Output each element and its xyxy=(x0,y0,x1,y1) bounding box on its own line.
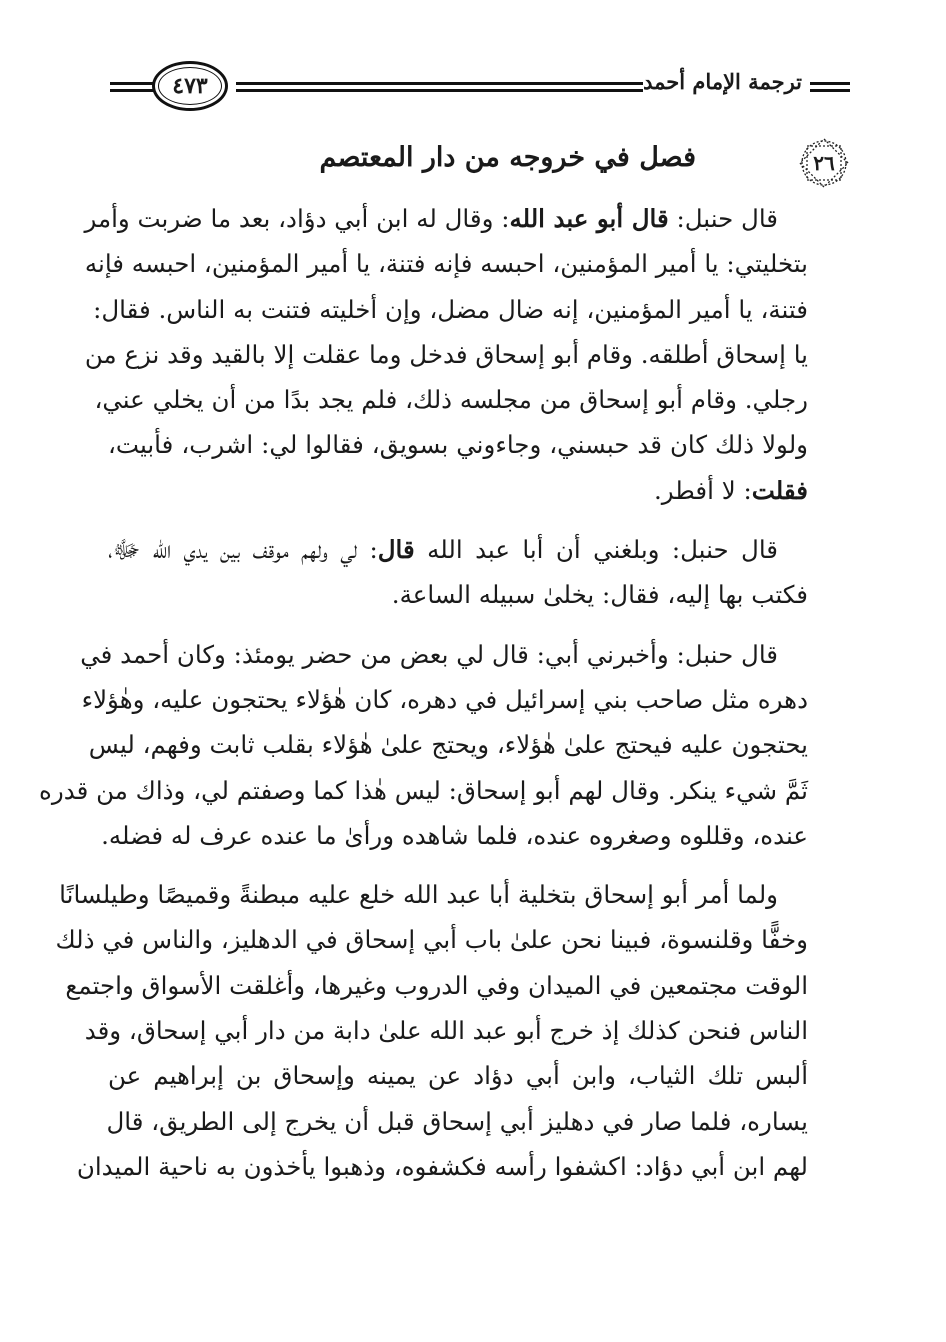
text-line: يساره، فلما صار في دهليز أبي إسحاق قبل أن يخرج إلى الطريق، قال xyxy=(106,1106,808,1136)
text-line: فتنة، يا أمير المؤمنين، إنه ضال مضل، وإن أخليته فتنت به الناس. فقال: xyxy=(93,294,808,324)
header-rule-right xyxy=(810,82,850,96)
text-line: عنده، وقللوه وصغروه عنده، فلما شاهده ورأىٰ ما عنده عرف له فضله. xyxy=(101,820,808,850)
body-text xyxy=(39,196,838,1189)
text-line: الوقت مجتمعين في الميدان وفي الدروب وغيرها، وأغلقت الأسواق واجتمع xyxy=(65,970,808,1000)
text-line: وخفًّا وقلنسوة، فبينا نحن علىٰ باب أبي إسحاق في الدهليز، والناس في ذلك xyxy=(55,925,808,955)
text-line xyxy=(108,527,838,572)
text-line: الناس فنحن كذلك إذ خرج أبو عبد الله علىٰ دابة من دار أبي إسحاق، وقد xyxy=(84,1016,808,1046)
section-title: فصل في خروجه من دار المعتصم xyxy=(319,142,696,173)
text-line: ألبس تلك الثياب، وابن أبي دؤاد عن يمينه وإسحاق بن إبراهيم عن xyxy=(108,1061,808,1091)
line-text: قال حنبل: xyxy=(668,204,778,233)
bold-keyword: فقلت xyxy=(751,475,808,505)
page-number-oval xyxy=(152,61,228,111)
paragraph xyxy=(84,196,838,513)
text-line: بتخليتي: يا أمير المؤمنين، احبسه فإنه فتنة، يا أمير المؤمنين، احبسه فإنه xyxy=(84,249,808,279)
line-text: : وقال له ابن أبي دؤاد، بعد ما ضربت وأمر xyxy=(84,204,510,233)
running-title: ترجمة الإمام أحمد xyxy=(643,69,802,94)
text-line: قال حنبل: وأخبرني أبي: قال لي بعض من حضر يومئذ: وكان أحمد في xyxy=(80,639,778,669)
line-text: : لا أفطر. xyxy=(653,475,752,505)
page-header xyxy=(110,55,850,125)
section-number-ornament xyxy=(797,136,851,190)
section-number: ٢٦ xyxy=(813,151,835,175)
text-line: يا إسحاق أطلقه. وقام أبو إسحاق فدخل وما عقلت إلا بالقيد وقد نزع من xyxy=(84,339,808,369)
text-line: ثَمَّ شيء ينكر. وقال لهم أبو إسحاق: ليس هٰذا كما وصفتم لي، وذاك من قدره xyxy=(39,775,808,805)
header-rule-middle xyxy=(236,82,643,96)
text-line: يحتجون عليه فيحتج علىٰ هٰؤلاء، ويحتج علىٰ هٰؤلاء بقلب ثابت وفهم، ليس xyxy=(88,730,808,760)
text-line: رجلي. وقام أبو إسحاق من مجلسه ذلك، فلم يجد بدًا من أن يخلي عني، xyxy=(94,385,808,415)
text-line: لهم ابن أبي دؤاد: اكشفوا رأسه فكشفوه، وذهبوا يأخذون به ناحية الميدان xyxy=(76,1151,808,1181)
paragraph xyxy=(108,527,838,618)
text-line xyxy=(84,196,838,241)
text-line: دهره مثل صاحب بني إسرائيل في دهره، كان هٰؤلاء يحتجون عليه، وهٰؤلاء xyxy=(81,684,808,714)
text-line: ولما أمر أبو إسحاق بتخلية أبا عبد الله خلع عليه مبطنةً وقميصًا وطيلسانًا xyxy=(59,880,778,910)
text-line: فكتب بها إليه، فقال: يخلىٰ سبيله الساعة. xyxy=(391,580,808,610)
header-rule-left xyxy=(110,82,154,96)
line-text: : لي ولهم موقف بين يدي الله ﷻ، xyxy=(108,535,378,565)
paragraph xyxy=(55,872,838,1189)
page-number: ٤٧٣ xyxy=(172,73,208,99)
bold-keyword: قال xyxy=(377,535,415,565)
bold-keyword: قال أبو عبد الله xyxy=(509,204,669,233)
text-line: ولولا ذلك كان قد حبسني، وجاءوني بسويق، فقالوا لي: اشرب، فأبيت، xyxy=(108,430,808,460)
paragraph xyxy=(39,632,838,858)
text-line xyxy=(108,468,838,513)
line-text: قال حنبل: وبلغني أن أبا عبد الله xyxy=(414,535,779,565)
